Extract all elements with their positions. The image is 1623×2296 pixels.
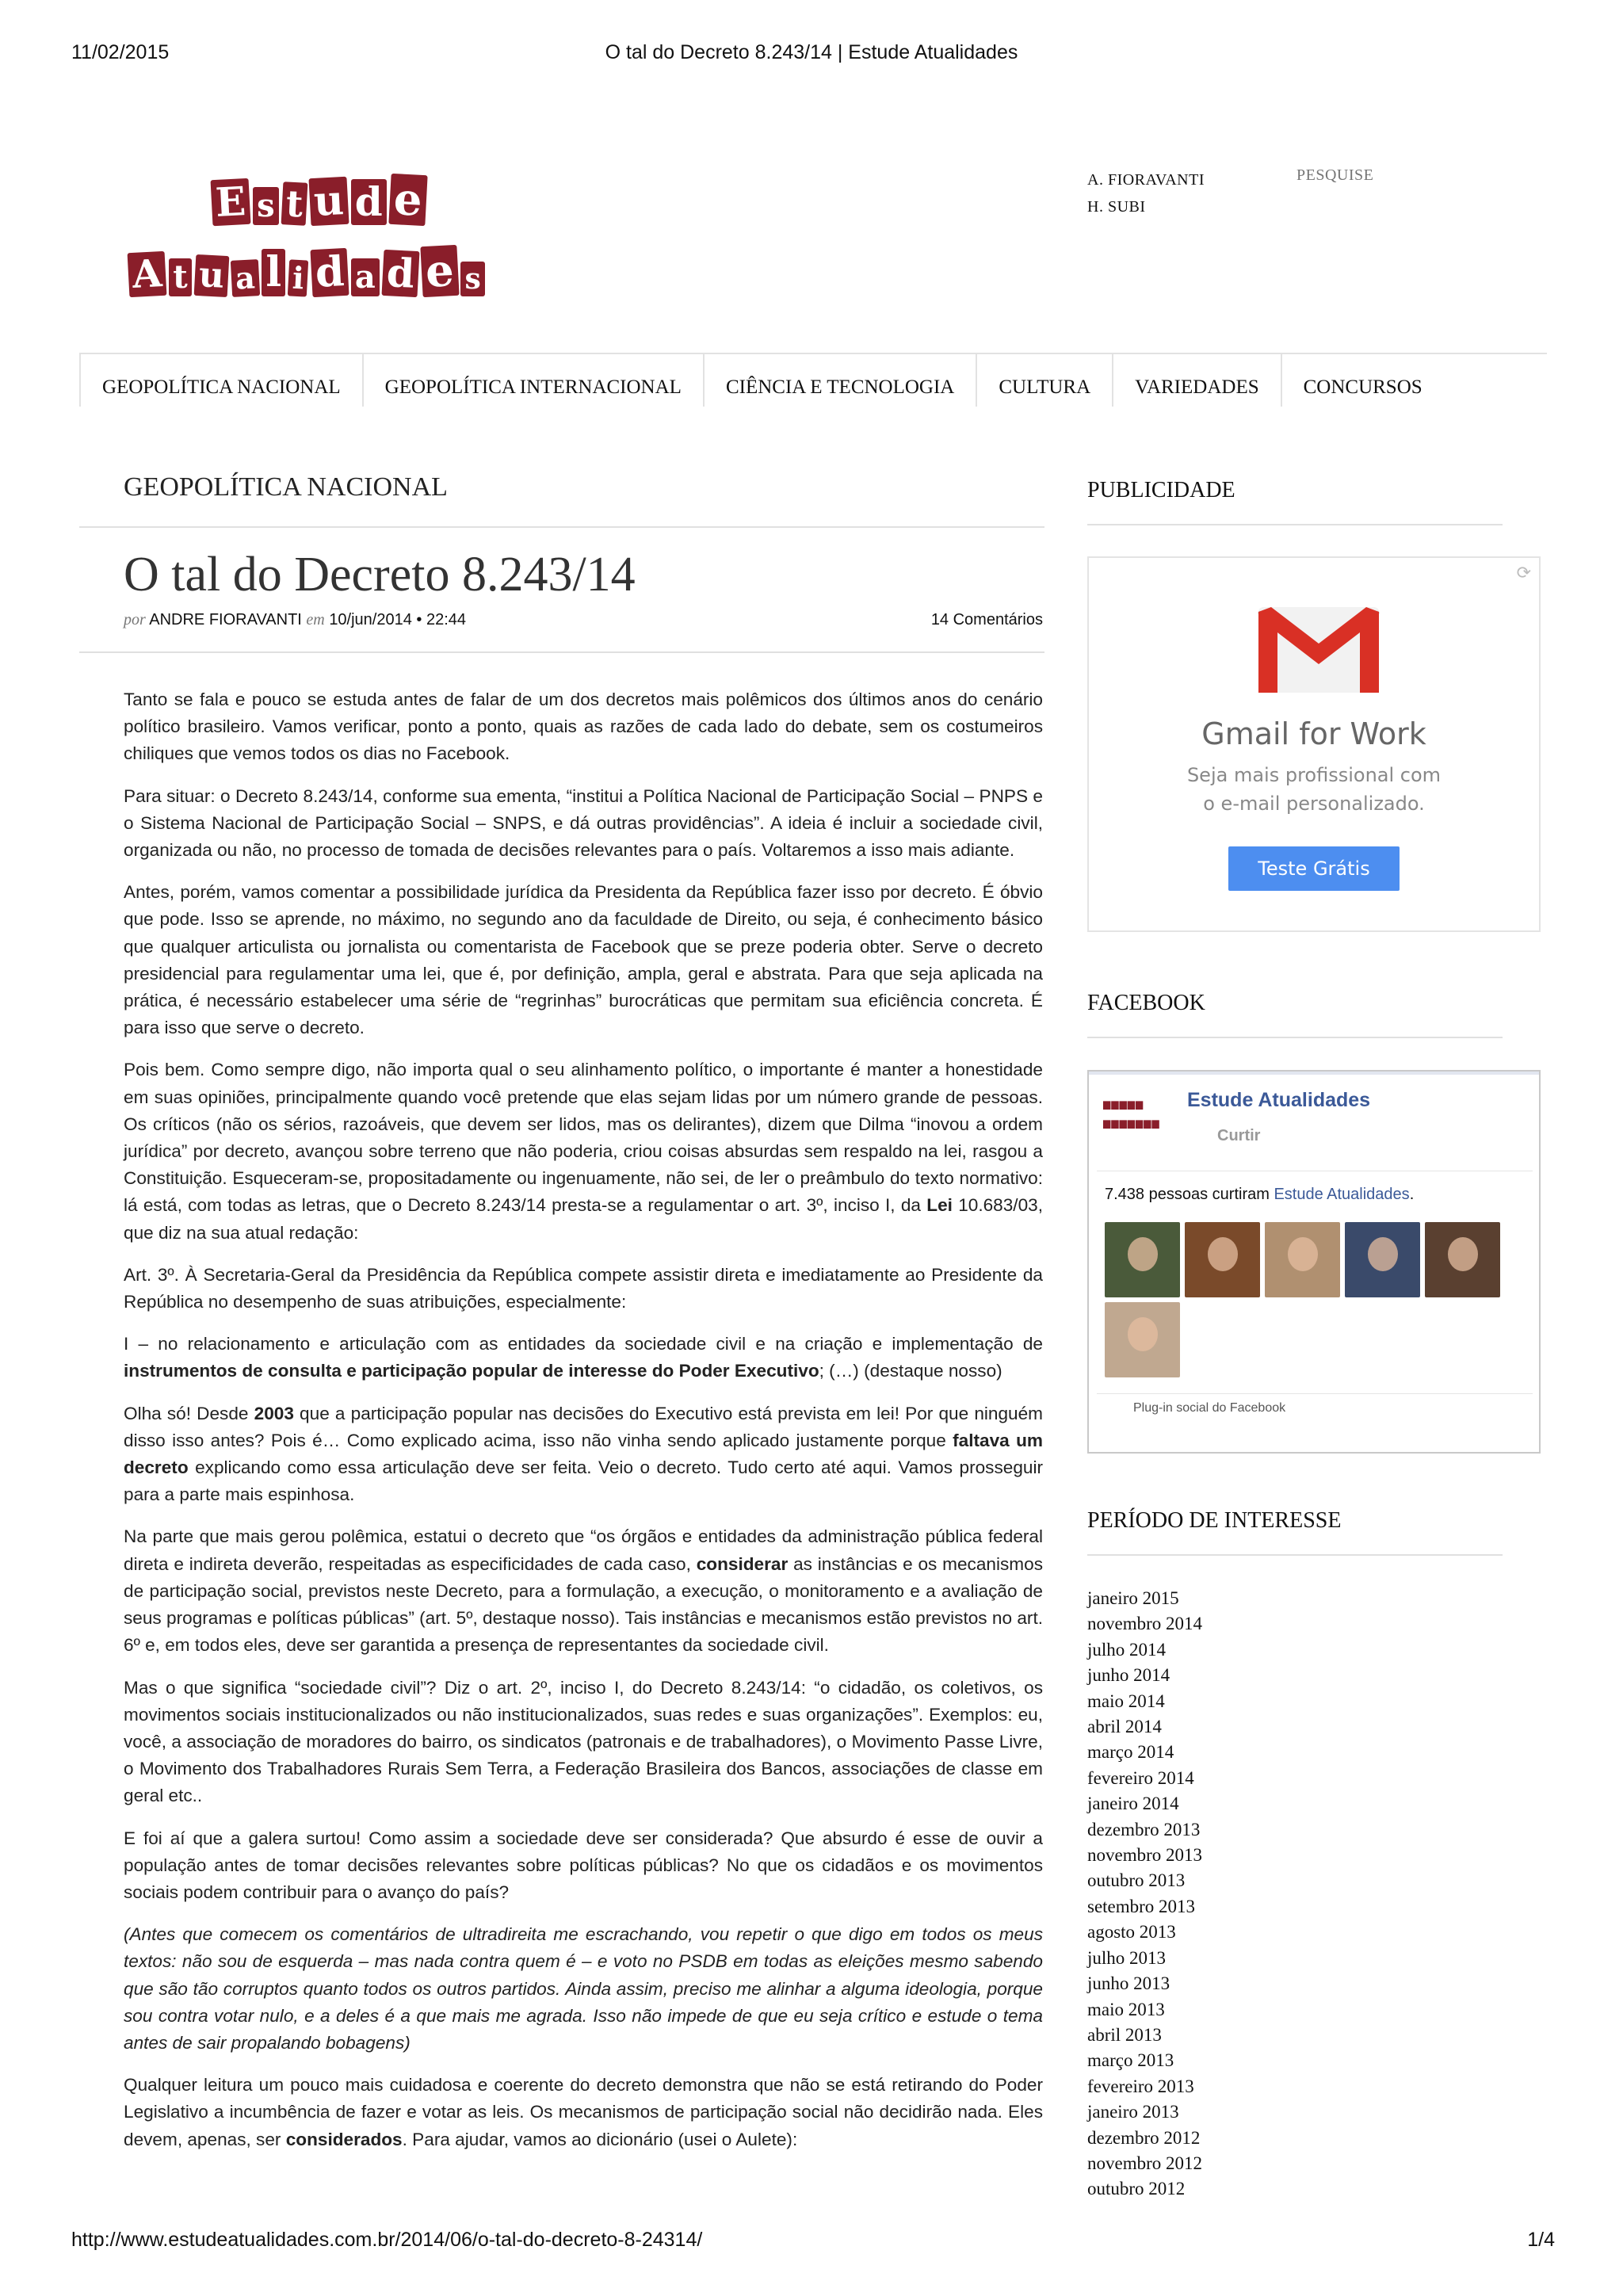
archive-link[interactable]: abril 2013 [1087,2024,1162,2045]
article-emphasis: 2003 [254,1403,294,1423]
nav-item-geopolitica-nacional[interactable]: GEOPOLÍTICA NACIONAL [79,354,362,407]
ad-subtitle [1089,761,1539,818]
logo-letter: u [193,254,229,297]
post-title: O tal do Decreto 8.243/14 [124,548,636,602]
like-count-text: 7.438 pessoas curtiram [1105,1186,1274,1203]
facebook-widget-topbar [1089,1072,1539,1075]
ad-subtitle-line-1: Seja mais profissional com [1186,764,1442,786]
article-text: ; (…) (destaque nosso) [819,1361,1002,1381]
archive-link[interactable]: julho 2013 [1087,1947,1167,1968]
print-url: http://www.estudeatualidades.com.br/2014/06/o-tal-do-decreto-8-24314/ [71,2229,703,2251]
avatar-logo-mark: ▆▆▆▆▆▆▆ [1103,1117,1160,1129]
archive-link[interactable]: fevereiro 2014 [1087,1767,1194,1788]
post-meta [124,611,466,629]
archive-link[interactable]: abril 2014 [1087,1717,1162,1737]
search-input[interactable] [1296,166,1455,185]
article-paragraph [124,1331,1043,1385]
print-page-number: 1/4 [1527,2229,1555,2251]
nav-item-cultura[interactable]: CULTURA [976,354,1112,407]
nav-item-geopolitica-internacional[interactable]: GEOPOLÍTICA INTERNACIONAL [362,354,703,407]
article-paragraph [124,1825,1043,1907]
archive-link[interactable]: novembro 2013 [1087,1845,1203,1866]
divider [1087,1554,1503,1556]
avatar-logo-mark: ▆▆▆▆▆ [1103,1098,1144,1110]
sidebar-heading-facebook: FACEBOOK [1087,991,1205,1015]
logo-letter: u [308,177,349,226]
archive-link[interactable]: junho 2014 [1087,1665,1170,1686]
archive-link[interactable]: dezembro 2013 [1087,1819,1201,1839]
meta-author-link[interactable]: ANDRE FIORAVANTI [149,611,302,628]
facebook-fan-avatar[interactable] [1105,1222,1180,1297]
article-body [124,686,1043,2168]
archive-link[interactable]: maio 2013 [1087,1999,1165,2019]
logo-letter: e [420,245,459,297]
logo-letter: e [388,174,427,226]
refresh-icon[interactable]: ⟳ [1516,563,1531,583]
divider [1087,524,1503,525]
article-text: Mas o que significa “sociedade civil”? Diz o art. 2º, inciso I, do Decreto 8.243/14: “o cidadão, os coletivos, os movimentos sociais institucionalizados ou não institucionalizados, suas redes e suas organizações”. Exemplos: eu, você, a associação de moradores do bairro, os sindicatos (patronais e de trabalhadores), o Movimento Passe Livre, o Movimento dos Trabalhadores Rurais Sem Terra, a Federação Brasileira dos Bancos, associações de classe em geral etc.. [124,1677,1043,1806]
article-emphasis: Lei [926,1195,953,1216]
author-link-subi[interactable]: H. SUBI [1087,198,1146,216]
article-text: 10.683/03, que diz na sua atual redação: [124,1195,1043,1243]
logo-letter: a [231,259,260,297]
print-page-title: O tal do Decreto 8.243/14 | Estude Atualidades [605,41,1018,63]
article-paragraph [124,879,1043,1041]
author-link-fioravanti[interactable]: A. FIORAVANTI [1087,171,1205,189]
article-text: Tanto se fala e pouco se estuda antes de falar de um dos decretos mais polêmicos dos últimos anos do cenário político brasileiro. Vamos verificar, ponto a ponto, quais as razões de cada lado do debate, sem os costumeiros chiliques que vemos todos os dias no Facebook. [124,690,1043,764]
facebook-plugin-label[interactable]: Plug-in social do Facebook [1133,1401,1286,1415]
nav-item-concursos[interactable]: CONCURSOS [1281,354,1444,407]
nav-item-ciencia-e-tecnologia[interactable]: CIÊNCIA E TECNOLOGIA [703,354,976,407]
archive-link[interactable]: janeiro 2015 [1087,1588,1179,1608]
like-count-suffix: . [1409,1186,1415,1203]
logo-letter: t [281,181,307,226]
logo-line-2 [128,246,488,296]
logo-letter: d [351,179,387,225]
logo-letter: d [310,248,349,297]
article-emphasis: considerados [285,2129,403,2149]
article-emphasis: considerar [696,1553,789,1574]
archive-link[interactable]: março 2013 [1087,2050,1174,2071]
divider [1097,1393,1533,1394]
print-date: 11/02/2015 [71,41,170,63]
meta-by-label: por [124,611,146,628]
archive-link[interactable]: janeiro 2013 [1087,2102,1179,2122]
ad-banner[interactable] [1087,556,1541,932]
article-emphasis: faltava um decreto [124,1430,1043,1478]
article-paragraph [124,1921,1043,2057]
logo-letter: s [253,187,279,225]
article-text: Na parte que mais gerou polêmica, estatui o decreto que “os órgãos e entidades da administração pública federal direta e indireta deverão, respeitadas as especificidades de cada caso, [124,1526,1043,1574]
nav-item-variedades[interactable]: VARIEDADES [1112,354,1281,407]
article-emphasis: instrumentos de consulta e participação popular de interesse do Poder Executivo [124,1361,819,1381]
author-links [1087,166,1205,220]
archive-link[interactable]: dezembro 2012 [1087,2127,1201,2148]
sidebar-heading-archive: PERÍODO DE INTERESSE [1087,1508,1342,1533]
article-text: (Antes que comecem os comentários de ultradireita me escrachando, vou repetir o que digo em todos os meus textos: não sou de esquerda – mas nada contra quem é – e voto no PSDB em todas as eleições mesmo sabendo que são tão corruptos quanto todos os outros partidos. Ainda assim, preciso me alinhar a alguma ideologia, porque sou contra votar nulo, e a deles é a que mais me agrada. Isso não impede de que eu seja crítico e estude o tema antes de sair propalando bobagens) [124,1924,1043,2053]
archive-link[interactable]: fevereiro 2013 [1087,2076,1194,2096]
archive-link[interactable]: novembro 2014 [1087,1614,1203,1634]
article-paragraph [124,1400,1043,1509]
article-text: Para situar: o Decreto 8.243/14, conforme sua ementa, “institui a Política Nacional de Participação Social – PNPS e o Sistema Nacional de Participação Social – SNPS, e dá outras providências”. A ideia é incluir a sociedade civil, organizada ou não, no processo de tomada de decisões relevantes para o país. Voltaremos a isso mais adiante. [124,785,1043,861]
archive-link[interactable]: junho 2013 [1087,1973,1170,1994]
facebook-fan-avatar[interactable] [1105,1302,1180,1377]
article-text: Antes, porém, vamos comentar a possibilidade jurídica da Presidenta da República fazer isso por decreto. É óbvio que pode. Isso se aprende, no máximo, no segundo ano da faculdade de Direito, ou seja, é conhecimento básico que qualquer articulista ou jornalista ou comentarista de Facebook que se preze poderia obter. Serve o decreto presidencial para regulamentar uma lei, que é, por definição, ampla, geral e abstrata. Para que seja aplicada na prática, é necessário estabelecer uma série de “regrinhas” burocráticas que permitam sua eficiência concreta. É para isso que serve o decreto. [124,882,1043,1038]
gmail-logo-icon [1255,601,1382,700]
article-text: Qualquer leitura um pouco mais cuidadosa e coerente do decreto demonstra que não se está retirando do Poder Legislativo a incumbência de fazer e votar as leis. Os mecanismos de participação social não decidirão nada. Eles devem, apenas, ser [124,2075,1043,2149]
logo-letter: t [169,258,191,296]
article-text: . Para ajudar, vamos ao dicionário (usei o Aulete): [402,2129,798,2149]
divider [1087,1037,1503,1038]
logo-letter: s [460,262,484,296]
sidebar-heading-publicidade: PUBLICIDADE [1087,478,1235,502]
archive-link[interactable]: outubro 2013 [1087,1870,1186,1891]
logo-letter: E [211,178,251,226]
ad-subtitle-line-2: o e-mail personalizado. [1203,793,1425,815]
facebook-widget [1087,1070,1541,1454]
archive-link[interactable]: outubro 2012 [1087,2179,1186,2199]
archive-link[interactable]: setembro 2013 [1087,1896,1196,1916]
archive-link[interactable]: novembro 2012 [1087,2153,1203,2173]
article-text: que a participação popular nas decisões do Executivo está prevista em lei! Por que ninguém disso isso antes? Pois é… Como explicado acima, isso não vinha sendo aplicado justamente porque [124,1403,1043,1450]
ad-cta-button[interactable]: Teste Grátis [1228,846,1400,891]
article-text: I – no relacionamento e articulação com as entidades da sociedade civil e na criação e implementação de [124,1334,1043,1354]
comments-link[interactable]: 14 Comentários [930,611,1043,628]
article-text: E foi aí que a galera surtou! Como assim a sociedade deve ser considerada? Que absurdo é esse de ouvir a população antes de tomar decisões relevantes sobre políticas públicas? No que os cidadãos e os movimentos sociais podem contribuir para o avanço do país? [124,1828,1043,1902]
facebook-fan-avatar[interactable] [1265,1222,1340,1297]
archive-link[interactable]: janeiro 2014 [1087,1794,1179,1814]
article-text: explicando como essa articulação deve ser feita. Veio o decreto. Tudo certo até aqui. Vamos prosseguir para a parte mais espinhosa. [124,1457,1043,1505]
archive-link[interactable]: março 2014 [1087,1742,1174,1763]
facebook-like-button[interactable]: Curtir [1217,1127,1261,1144]
section-title: GEOPOLÍTICA NACIONAL [124,472,448,502]
logo-letter: a [351,258,380,296]
logo-letter: d [381,250,419,297]
logo-letter: A [128,251,167,297]
archive-link[interactable]: julho 2014 [1087,1639,1167,1660]
meta-on-label: em [306,611,325,628]
archive-link[interactable]: maio 2014 [1087,1690,1165,1711]
facebook-fan-avatar[interactable] [1185,1222,1260,1297]
site-logo[interactable] [128,168,556,327]
ad-title: Gmail for Work [1201,716,1426,751]
facebook-like-count [1105,1186,1414,1204]
main-nav [79,353,1547,405]
logo-letter: l [262,249,285,296]
divider [79,651,1044,653]
meta-date: 10/jun/2014 • 22:44 [329,611,467,628]
article-paragraph [124,2072,1043,2153]
facebook-page-avatar[interactable] [1103,1098,1182,1143]
article-paragraph [124,783,1043,865]
article-text: Pois bem. Como sempre digo, não importa qual o seu alinhamento político, o importante é manter a honestidade em suas opiniões, principalmente quando você pretende que elas sejam lidas por um número grande de pessoas. Os críticos (não os sérios, razoáveis, que devem ser lidos, mas os delirantes), dizem que Dilma “inovou a ordem jurídica” por decreto, avançou sobre terreno que não poderia, criou coisas absurdas sem respaldo na lei, rasgou a Constituição. Esqueceram-se, propositadamente ou ingenuamente, não sei, de ler o preâmbulo do texto normativo: lá está, com todas as letras, que o Decreto 8.243/14 presta-se a regulamentar o art. 3º, inciso I, da [124,1060,1043,1216]
article-text: as instâncias e os mecanismos de participação social, previstos neste Decreto, para a formulação, a execução, o monitoramento e a avaliação de seus programas e políticas públicas” (art. 5º, destaque nosso). Tais instâncias e mecanismos estão previstos no art. 6º e, em todos eles, deve ser garantida a presença de representantes da sociedade civil. [124,1553,1043,1656]
facebook-page-name[interactable]: Estude Atualidades [1187,1089,1371,1111]
archive-link[interactable]: agosto 2013 [1087,1922,1176,1943]
facebook-fan-avatar[interactable] [1425,1222,1500,1297]
facebook-fan-faces [1105,1222,1517,1377]
logo-letter: i [288,259,309,296]
logo-line-1 [212,174,429,225]
article-paragraph [124,1523,1043,1659]
article-text: Olha só! Desde [124,1403,254,1423]
article-paragraph [124,686,1043,768]
article-paragraph [124,1675,1043,1810]
divider [79,526,1044,528]
archive-list [1087,1586,1202,2202]
facebook-fan-avatar[interactable] [1345,1222,1420,1297]
article-paragraph [124,1056,1043,1246]
article-paragraph [124,1262,1043,1316]
like-count-page-link[interactable]: Estude Atualidades [1274,1186,1410,1203]
article-text: Art. 3º. À Secretaria-Geral da Presidência da República compete assistir direta e imediatamente ao Presidente da República no desempenho de suas atribuições, especialmente: [124,1264,1043,1312]
